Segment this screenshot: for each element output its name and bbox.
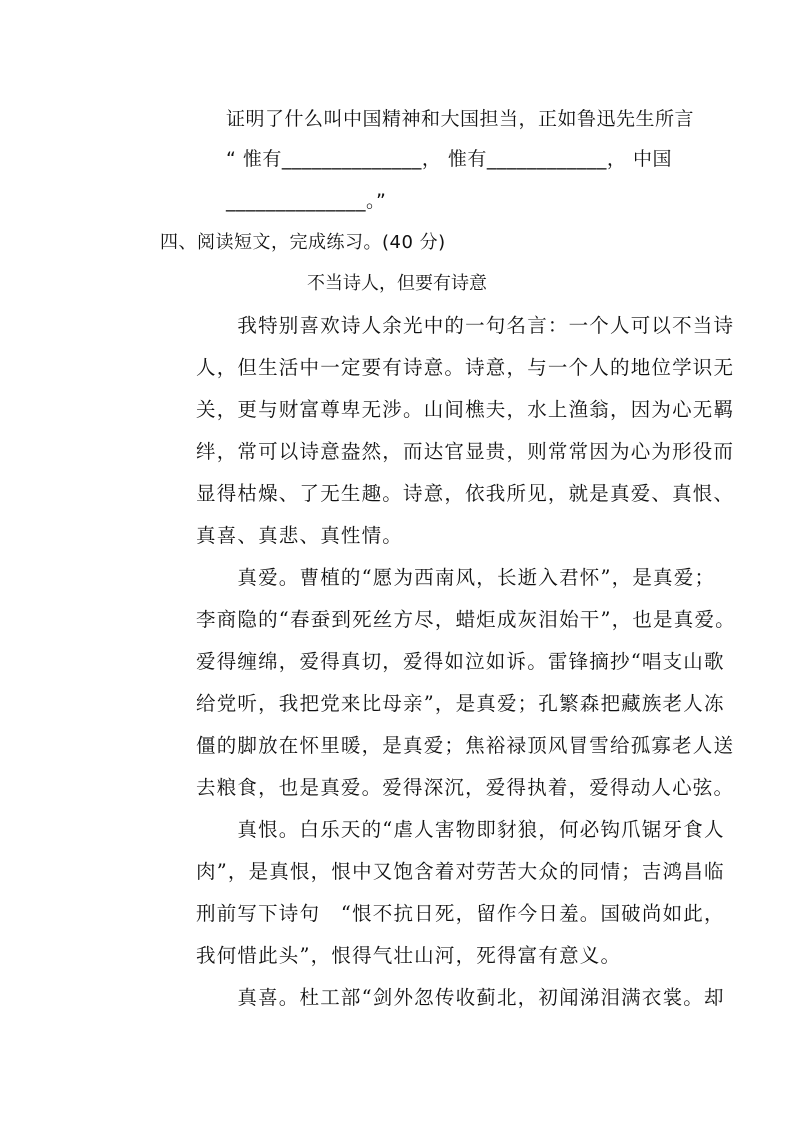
paragraph-line: 绊，常可以诗意盎然，而达官显贵，则常常因为心为形役而	[196, 440, 735, 463]
paragraph-line: 我特别喜欢诗人余光中的一句名言：一个人可以不当诗	[196, 314, 735, 337]
paragraph-line: 刑前写下诗句 “恨不抗日死，留作今日羞。国破尚如此，	[196, 902, 725, 925]
paragraph-line: 李商隐的“春蚕到死丝方尽，蜡炬成灰泪始干”，也是真爱。	[196, 608, 736, 631]
article-title: 不当诗人，但要有诗意	[307, 273, 487, 294]
paragraph-line: 显得枯燥、了无生趣。诗意，依我所见，就是真爱、真恨、	[196, 482, 735, 505]
section-heading: 四、阅读短文，完成练习。(40 分)	[160, 232, 446, 253]
paragraph-line: 肉”，是真恨，恨中又饱含着对劳苦大众的同情；吉鸿昌临	[196, 860, 725, 883]
paragraph-line: 真喜。杜工部“剑外忽传收蓟北，初闻涕泪满衣裳。却	[196, 986, 725, 1009]
paragraph-line: 去粮食，也是真爱。爱得深沉，爱得执着，爱得动人心弦。	[196, 776, 735, 799]
paragraph-line: 爱得缠绵，爱得真切，爱得如泣如诉。雷锋摘抄“唱支山歌	[196, 650, 725, 673]
paragraph-line: 真恨。白乐天的“虐人害物即豺狼，何必钩爪锯牙食人	[196, 818, 725, 841]
paragraph-line: 僵的脚放在怀里暖，是真爱；焦裕禄顶风冒雪给孤寡老人送	[196, 734, 735, 757]
fill-in-blank-line-2: ______________。”	[226, 190, 387, 212]
paragraph-line: 真喜、真悲、真性情。	[196, 524, 404, 547]
answer-text-line-1: 证明了什么叫中国精神和大国担当，正如鲁迅先生所言	[226, 108, 695, 130]
paragraph-line: 给党听，我把党来比母亲”，是真爱；孔繁森把藏族老人冻	[196, 692, 725, 715]
paragraph-line: 我何惜此头”，恨得气壮山河，死得富有意义。	[196, 944, 622, 967]
paragraph-line: 真爱。曹植的“愿为西南风，长逝入君怀”，是真爱；	[196, 566, 716, 589]
paragraph-line: 关，更与财富尊卑无涉。山间樵夫，水上渔翁，因为心无羁	[196, 398, 735, 421]
paragraph-line: 人，但生活中一定要有诗意。诗意，与一个人的地位学识无	[196, 356, 735, 379]
fill-in-blank-line-1: “ 惟有______________， 惟有____________， 中国	[226, 148, 672, 170]
